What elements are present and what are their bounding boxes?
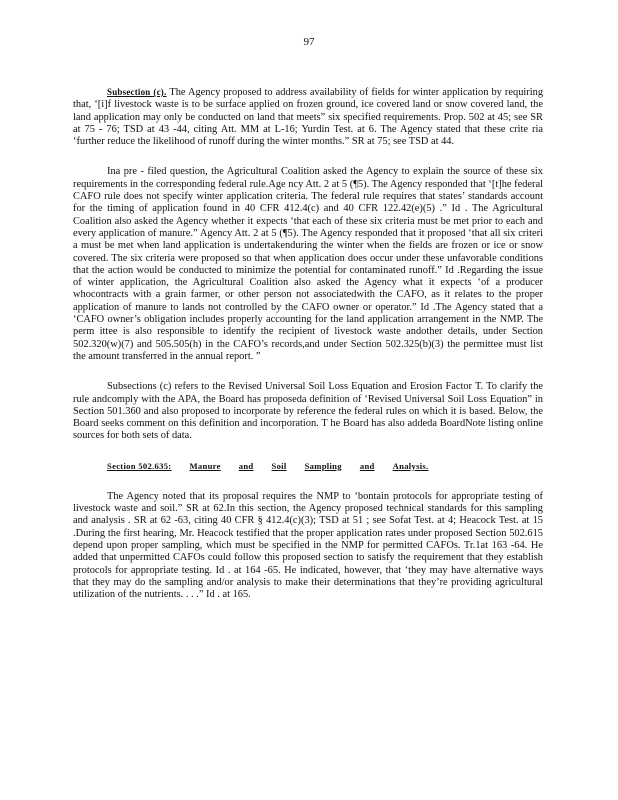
- section-title-word: Sampling: [304, 460, 342, 471]
- page-number: 97: [303, 36, 315, 48]
- section-heading: [107, 461, 543, 471]
- section-title-word: Analysis.: [392, 460, 429, 471]
- paragraph-subsections-c-refers: Subsections (c) refers to the Revised Universal Soil Loss Equation and Erosion Factor T. To clarify the rule andcomply with the APA, the Board has proposeda definition of ‘Revised Universal Soil Loss Equation” in Section 501.360 and also proposed to incorporate by reference the federal rules on which it is based. Below, the Board seeks comment on this definition and incorporation. T he Board has also addeda BoardNote listing online sources for both sets of data.: [73, 381, 543, 442]
- paragraph-text: The Agency proposed to address availability of fields for winter application by requiring that, ‘[i]f livestock waste is to be surface applied on frozen ground, ice covered land or snow covered land, the land application may only be conducted on land that meets” six specified requirements. Prop. 502 at 45; see SR at 75 - 76; TSD at 43 -44, citing Att. MM at L-16; Yurdin Test. at 6. The Agency stated that these crite ria ‘further reduce the likelihood of runoff during the winter months.” SR at 75; see TSD at 44.: [73, 87, 544, 148]
- section-title-word: and: [238, 460, 254, 471]
- paragraph-agricultural-coalition: Ina pre - filed question, the Agricultural Coalition asked the Agency to explain the source of these six requirements in the corresponding federal rule.Age ncy Att. 2 at 5 (¶5). The Agency responded that ‘[t]he federal CAFO rule does not specify winter application criteria. The federal rule requires that states’ standards account for the timing of application found in 40 CFR 412.4(c) and 40 CFR 122.42(e)(5) .” Id . The Agricultural Coalition also asked the Agency whether it expects ‘that each of these six criteria must be met prior to each and every application of manure.” Agency Att. 2 at 5 (¶5). The Agency responded that it proposed ‘that all six criteri a must be met when land application is undertakenduring the winter when the fields are frozen or ice or snow covered. The six criteria were proposed so that when application does occur under these unfavorable conditions that the action would be conducted to minimize the potential for contaminated runoff.” Id .Regarding the issue of winter application, the Agricultural Coalition also asked the Agency what it expects ‘of a producer whocontracts with a grain farmer, or other person not associatedwith the CAFO, as it relates to the proper application of manure to lands not controlled by the CAFO owner or operator.” Id .The Agency stated that a ‘CAFO owner’s obligation includes properly accounting for the land application arrangement in the NMP. The perm ittee is also responsible to identify the recipient of livestock waste andother details, under Section 502.320(w)(7) and 505.505(h) in the CAFO’s records,and under Section 502.325(b)(3) the permittee must list the amount transferred in the annual report. ”: [73, 166, 543, 362]
- section-title-word: Soil: [271, 460, 287, 471]
- paragraph-agency-noted: The Agency noted that its proposal requires the NMP to ‘bontain protocols for appropriate testing of livestock waste and soil.” SR at 62.In this section, the Agency proposed technical standards for this sampling and analysis . SR at 62 -63, citing 40 CFR § 412.4(c)(3); TSD at 51 ; see Sofat Test. at 4; Heacock Test. at 15 .During the first hearing, Mr. Heacock testified that the proper application rates under proposed Section 502.615 depend upon proper sampling, which must be specified in the NMP for permitted CAFOs. Tr.1at 163 -64. He added that unpermitted CAFOs could follow this proposed section to satisfy the requirement that they establish protocols for appropriate testing. Id . at 164 -65. He indicated, however, that ‘they may have alternative ways that they may do the sampling and/or analysis to make their determinations that they’re providing agricultural utilization of the nutrients. . . .” Id . at 165.: [73, 490, 543, 601]
- paragraph-subsection-c: [73, 86, 543, 148]
- section-title-word: Manure: [189, 460, 221, 471]
- section-number: Section 502.635:: [107, 460, 172, 471]
- subsection-heading: Subsection (c).: [107, 87, 167, 97]
- document-body: [73, 86, 543, 619]
- section-title-word: and: [359, 460, 375, 471]
